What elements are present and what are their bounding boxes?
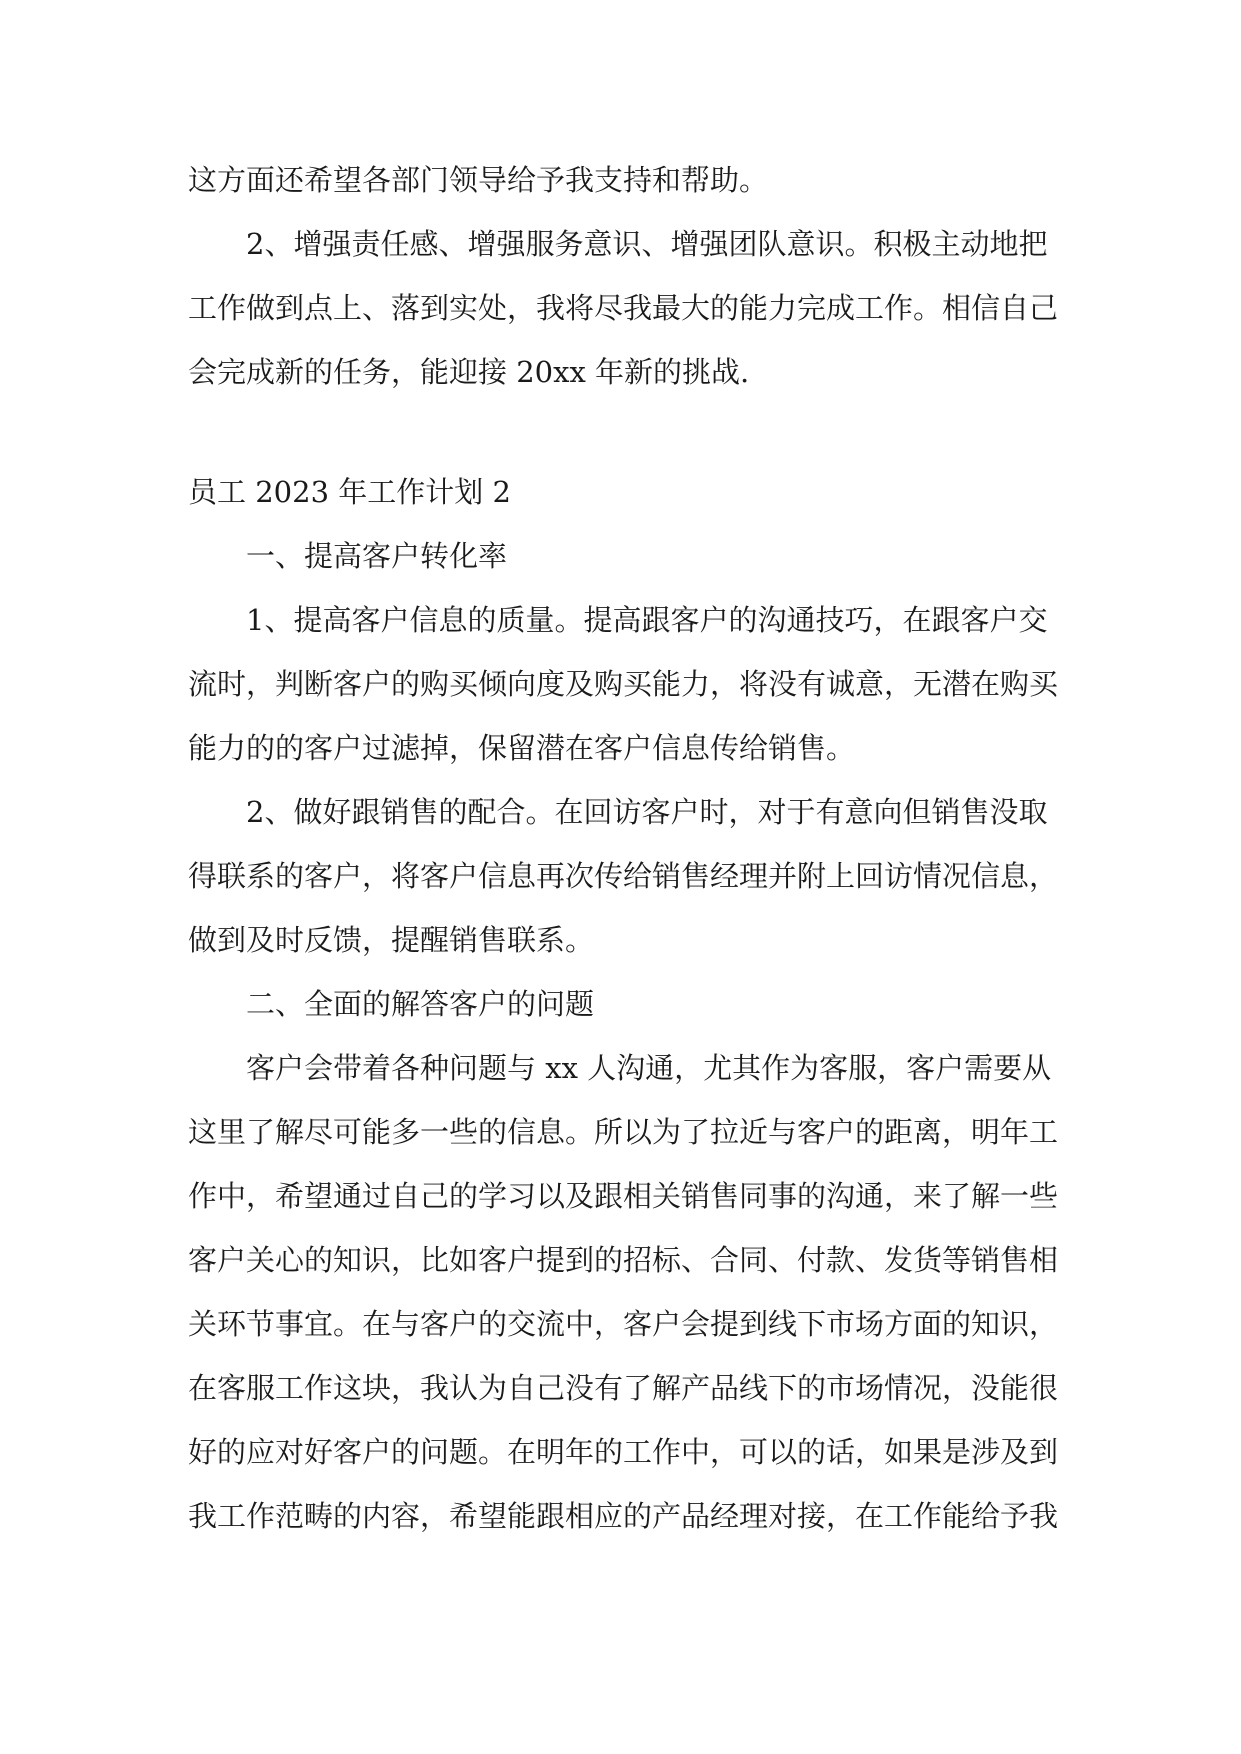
paragraph-line: 得联系的客户，将客户信息再次传给销售经理并附上回访情况信息， bbox=[188, 859, 1059, 893]
paragraph-line: 客户关心的知识，比如客户提到的招标、合同、付款、发货等销售相 bbox=[188, 1243, 1059, 1277]
paragraph-line: 能力的的客户过滤掉，保留潜在客户信息传给销售。 bbox=[188, 731, 856, 765]
section-spacer bbox=[188, 404, 1068, 460]
heading-2: 二、全面的解答客户的问题 bbox=[246, 987, 595, 1021]
paragraph-line: 1、提高客户信息的质量。提高跟客户的沟通技巧，在跟客户交 bbox=[246, 603, 1048, 637]
paragraph-line: 作中，希望通过自己的学习以及跟相关销售同事的沟通，来了解一些 bbox=[188, 1179, 1059, 1213]
paragraph-line: 这里了解尽可能多一些的信息。所以为了拉近与客户的距离，明年工 bbox=[188, 1115, 1059, 1149]
paragraph-line: 2、做好跟销售的配合。在回访客户时，对于有意向但销售没取 bbox=[246, 795, 1048, 829]
paragraph-line: 这方面还希望各部门领导给予我支持和帮助。 bbox=[188, 163, 769, 197]
paragraph-line: 我工作范畴的内容，希望能跟相应的产品经理对接，在工作能给予我 bbox=[188, 1499, 1059, 1533]
paragraph-line: 工作做到点上、落到实处，我将尽我最大的能力完成工作。相信自己 bbox=[188, 291, 1059, 325]
paragraph-line: 做到及时反馈，提醒销售联系。 bbox=[188, 923, 595, 957]
paragraph-line: 会完成新的任务，能迎接 20xx 年新的挑战. bbox=[188, 355, 750, 389]
paragraph-line: 2、增强责任感、增强服务意识、增强团队意识。积极主动地把 bbox=[246, 227, 1048, 261]
paragraph-line: 流时，判断客户的购买倾向度及购买能力，将没有诚意，无潜在购买 bbox=[188, 667, 1059, 701]
page-content bbox=[188, 148, 1068, 1548]
paragraph-line: 在客服工作这块，我认为自己没有了解产品线下的市场情况，没能很 bbox=[188, 1371, 1059, 1405]
heading-1: 一、提高客户转化率 bbox=[246, 539, 508, 573]
paragraph-line: 客户会带着各种问题与 xx 人沟通，尤其作为客服，客户需要从 bbox=[246, 1051, 1052, 1085]
paragraph-line: 关环节事宜。在与客户的交流中，客户会提到线下市场方面的知识， bbox=[188, 1307, 1059, 1341]
paragraph-line: 好的应对好客户的问题。在明年的工作中，可以的话，如果是涉及到 bbox=[188, 1435, 1059, 1469]
section-title: 员工 2023 年工作计划 2 bbox=[188, 475, 511, 509]
